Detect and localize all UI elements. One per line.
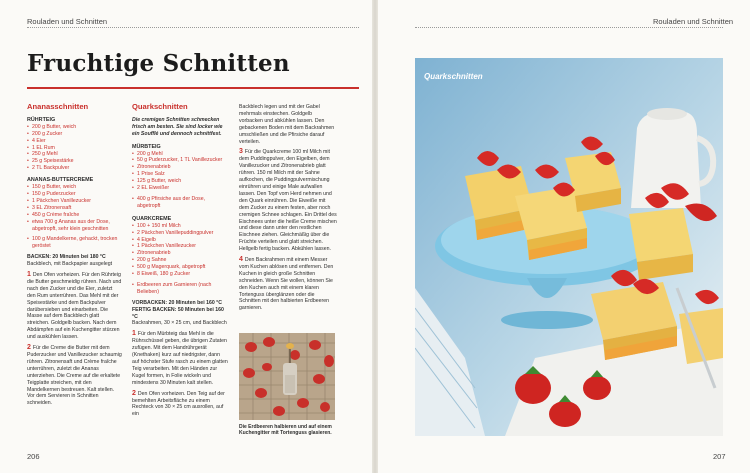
recipe-ananasschnitten (27, 104, 122, 407)
section-label: QUARKCREME (132, 215, 172, 222)
ingredient-list (132, 151, 228, 192)
baking-info: FERTIG BACKEN: 50 Minuten bei 160 °C (132, 306, 224, 320)
ingredient-item: • 4 Eier (27, 138, 122, 145)
step-number: 4 (239, 256, 243, 264)
ingredient-item: • etwa 700 g Ananas aus der Dose, abgetropft, sehr klein geschnitten (27, 219, 122, 233)
ingredient-item: • 1 Päckchen Vanillezucker (27, 198, 122, 205)
section-label: MÜRBTEIG (132, 143, 161, 150)
ingredient-item: • Zitronenabrieb (132, 164, 228, 171)
step-number: 2 (132, 389, 136, 397)
ingredient-item: • 200 g Mehl (132, 151, 228, 158)
ingredient-item: • 125 g Butter, weich (132, 178, 228, 185)
step-text: Den Ofen vorheizen. Den Teig auf der bemehlten Arbeitsfläche zu einem Rechteck von 30 × 25 cm ausrollen, auf ein (132, 390, 225, 418)
running-head-left: Rouladen und Schnitten (27, 17, 108, 26)
step-number: 3 (239, 148, 243, 156)
ingredient-item: • 4 Eigelb (132, 237, 228, 244)
ingredient-list (27, 124, 122, 172)
ingredient-item: • 25 g Speisestärke (27, 158, 122, 165)
recipe-step (27, 272, 122, 341)
recipe-intro: Die cremigen Schnitten schmecken frisch am besten. Sie sind locker wie ein Soufflé und dennoch schnittfest. (132, 116, 223, 137)
tin-info: Backrahmen, 30 × 25 cm, und Backblech (132, 320, 227, 327)
ingredient-list (27, 184, 122, 232)
recipe-heading: Quarkschnitten (132, 102, 188, 111)
ingredient-list (27, 236, 122, 250)
running-head-rule (415, 27, 723, 28)
ingredient-list (132, 282, 228, 296)
ingredient-item: • 1 Prise Salz (132, 171, 228, 178)
ingredient-item: • 3 EL Zitronensaft (27, 205, 122, 212)
ingredient-item: • 2 EL Eiweißer (132, 185, 228, 192)
left-page (0, 0, 372, 473)
ingredient-item: • 2 Päckchen Vanillepuddingpulver (132, 230, 228, 237)
ingredient-item: • 200 g Sahne (132, 257, 228, 264)
ingredient-item: • 1 EL Rum (27, 145, 122, 152)
step-number: 1 (27, 271, 31, 279)
ingredient-item: • 200 g Butter, weich (27, 124, 122, 131)
ingredient-item: • 100 g Mandelkerne, gehackt, trocken geröstet (27, 236, 122, 250)
ingredient-item: • Zitronenabrieb (132, 250, 228, 257)
steps (239, 149, 337, 312)
tin-info: Backblech, mit Backpapier ausgelegt (27, 261, 113, 268)
baking-info: BACKEN: 20 Minuten bei 180 °C (27, 254, 106, 261)
baking-info: VORBACKEN: 20 Minuten bei 160 °C (132, 299, 222, 306)
step-text: Den Backrahmen mit einem Messer vom Kuchen ablösen und entfernen. Den Kuchen in gleich große Schnitten schneiden. Wenn Sie wollen, können Sie den Kuchen auch mit einem klaren Tortenguss überglänzen oder die Schnitten mit den halbierten Erdbeeren garnieren. (239, 257, 334, 312)
recipe-step (239, 149, 337, 253)
ingredient-list (132, 223, 228, 278)
ingredient-item: • 400 g Pfirsiche aus der Dose, abgetropft (132, 196, 228, 210)
page-number-left: 206 (27, 452, 40, 461)
photo-label: Quarkschnitten (424, 72, 483, 81)
ingredient-item: • 200 g Zucker (27, 131, 122, 138)
steps (132, 331, 228, 418)
step-text: Für die Quarkcreme 100 ml Milch mit dem Puddingpulver, den Eigelben, dem Vanillezucker und Zitronenabrieb glatt rühren. 150 ml Milch mit der Sahne aufkochen, die Puddingpulvermischung einrühren und einige Male aufwallen lassen. Den Topf vom Herd nehmen und den Quark einrühren. Die Eiweiße mit dem Zucker zu einem festen, aber noch cremigen Schnee schlagen. Ein Drittel des Eischnees unter die heiße Creme mischen und diese dann unter den restlichen Eischnee ziehen. Gleichmäßig über die Früchte verteilen und glatt streichen. Hellgelb fertig backen. Abkühlen lassen. (239, 149, 337, 253)
ingredient-item: • 100 + 150 ml Milch (132, 223, 228, 230)
strawberry-rack-photo (239, 333, 335, 420)
ingredient-item: • 250 g Mehl (27, 151, 122, 158)
running-head-right: Rouladen und Schnitten (653, 17, 734, 26)
step-text: Den Ofen vorheizen. Für den Rührteig die Butter geschmeidig rühren. Nach und nach den Zucker und die Eier, zuletzt den Rum unterrühren. Das Mehl mit der Speisestärke und dem Backpulver darübersieben und einarbeiten. Die Masse auf dem Backblech glatt streichen. Goldgelb backen. Nach dem Abdämpfen auf ein Kuchengitter stürzen und auskühlen lassen. (27, 272, 122, 341)
ingredient-item: • 1 Päckchen Vanillezucker (132, 243, 228, 250)
page-title: Fruchtige Schnitten (27, 50, 290, 77)
step-continued: Backblech legen und mit der Gabel mehrmals einstechen. Goldgelb vorbacken und abkühlen lassen. Den gebackenen Boden mit dem Backrahmen umschließen und die Pfirsiche darauf verteilen. (239, 104, 335, 145)
recipe-step (27, 345, 122, 407)
recipe-heading: Ananasschnitten (27, 102, 89, 111)
ingredient-item: • 150 g Puderzucker (27, 191, 122, 198)
running-head-rule (27, 27, 359, 28)
ingredient-item: • 500 g Magerquark, abgetropft (132, 264, 228, 271)
step-text: Für den Mürbteig das Mehl in die Rührschüssel geben, die übrigen Zutaten zufügen. Mit dem Handrührgerät (Knethaken) kurz auf niedrigster, dann auf höchster Stufe rasch zu einem glatten Teig verarbeiten. Mit den Händen zur Kugel formen, in Folie wickeln und mindestens 30 Minuten kalt stellen. (132, 331, 228, 386)
ingredient-item: • 150 g Butter, weich (27, 184, 122, 191)
ingredient-item: • 8 Eiweiß, 180 g Zucker (132, 271, 228, 278)
recipe-step (132, 391, 228, 419)
section-label: RÜHRTEIG (27, 116, 56, 123)
photo-caption: Die Erdbeeren halbieren und auf einem Kuchengitter mit Tortenguss glasieren. (239, 424, 332, 437)
recipe-continued (239, 104, 337, 312)
title-rule (27, 87, 359, 89)
recipe-quarkschnitten (132, 104, 228, 418)
ingredient-item: • 450 g Crème fraîche (27, 212, 122, 219)
step-number: 2 (27, 344, 31, 352)
ingredient-item: • Erdbeeren zum Garnieren (nach Belieben) (132, 282, 228, 296)
ingredient-item: • 50 g Puderzucker, 1 TL Vanillezucker (132, 157, 228, 164)
step-number: 1 (132, 330, 136, 338)
recipe-step (132, 331, 228, 386)
recipe-step (239, 257, 337, 312)
quarkschnitten-photo (415, 58, 723, 436)
step-text: Für die Creme die Butter mit dem Puderzucker und Vanillezucker schaumig rühren. Zitronensaft und Crème fraîche unterrühren, zuletzt die Ananas unterziehen. Die Creme auf die erkaltete Teigplatte streichen, mit den Mandelkernen bestreuen. Kalt stellen. Vor dem Servieren in Schnitten schneiden. (27, 345, 122, 407)
ingredient-list (132, 196, 228, 210)
ingredient-item: • 2 TL Backpulver (27, 165, 122, 172)
section-label: ANANAS-BUTTERCREME (27, 177, 94, 184)
steps (27, 272, 122, 407)
page-number-right: 207 (713, 452, 726, 461)
